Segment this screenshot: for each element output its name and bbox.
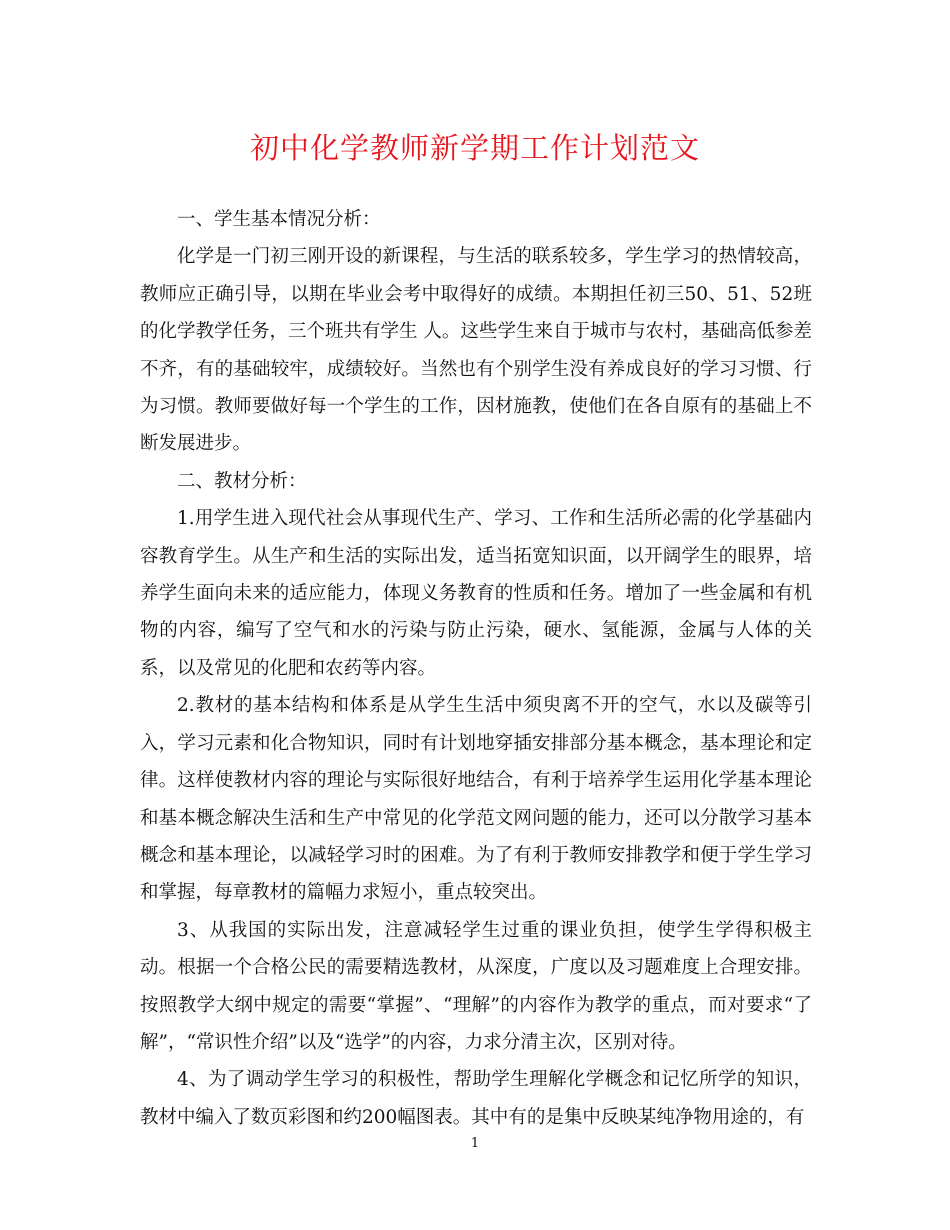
- document-body: [140, 201, 812, 1136]
- section-heading-student-analysis: 一、学生基本情况分析：: [177, 209, 381, 230]
- paragraph-textbook-point-3: 3、从我国的实际出发，注意减轻学生过重的课业负担，使学生学得积极主动。根据一个合格公民的需要精选教材，从深度，广度以及习题难度上合理安排。按照教学大纲中规定的需要“掌握”、“理解”的内容作为教学的重点，而对要求“了解”，“常识性介绍”以及“选学”的内容，力求分清主次，区别对待。: [140, 919, 812, 1053]
- paragraph-textbook-point-1: 1.用学生进入现代社会从事现代生产、学习、工作和生活所必需的化学基础内容教育学生。从生产和生活的实际出发，适当拓宽知识面，以开阔学生的眼界，培养学生面向未来的适应能力，体现义务教育的性质和任务。增加了一些金属和有机物的内容，编写了空气和水的污染与防止污染，硬水、氢能源，金属与人体的关系，以及常见的化肥和农药等内容。: [140, 508, 812, 679]
- paragraph-textbook-point-4: 4、为了调动学生学习的积极性，帮助学生理解化学概念和记忆所学的知识，教材中编入了数页彩图和约200幅图表。其中有的是集中反映某纯净物用途的，有: [140, 1069, 812, 1128]
- document-title: 初中化学教师新学期工作计划范文: [249, 131, 700, 165]
- paragraph-textbook-point-2: 2.教材的基本结构和体系是从学生生活中须臾离不开的空气，水以及碳等引入，学习元素和化合物知识，同时有计划地穿插安排部分基本概念，基本理论和定律。这样使教材内容的理论与实际很好地结合，有利于培养学生运用化学基本理论和基本概念解决生活和生产中常见的化学范文网问题的能力，还可以分散学习基本概念和基本理论，以减轻学习时的困难。为了有利于教师安排教学和便于学生学习和掌握，每章教材的篇幅力求短小，重点较突出。: [140, 695, 812, 904]
- page-number: 1: [470, 1136, 480, 1151]
- paragraph-student-analysis: 化学是一门初三刚开设的新课程，与生活的联系较多，学生学习的热情较高，教师应正确引导，以期在毕业会考中取得好的成绩。本期担任初三50、51、52班的化学教学任务，三个班共有学生 人。这些学生来自于城市与农村，基础高低参差不齐，有的基础较牢，成绩较好。当然也有个别学生没有养成良好的学习习惯、行为习惯。教师要做好每一个学生的工作，因材施教，使他们在各自原有的基础上不断发展进步。: [140, 246, 812, 455]
- section-heading-textbook-analysis: 二、教材分析：: [177, 470, 307, 492]
